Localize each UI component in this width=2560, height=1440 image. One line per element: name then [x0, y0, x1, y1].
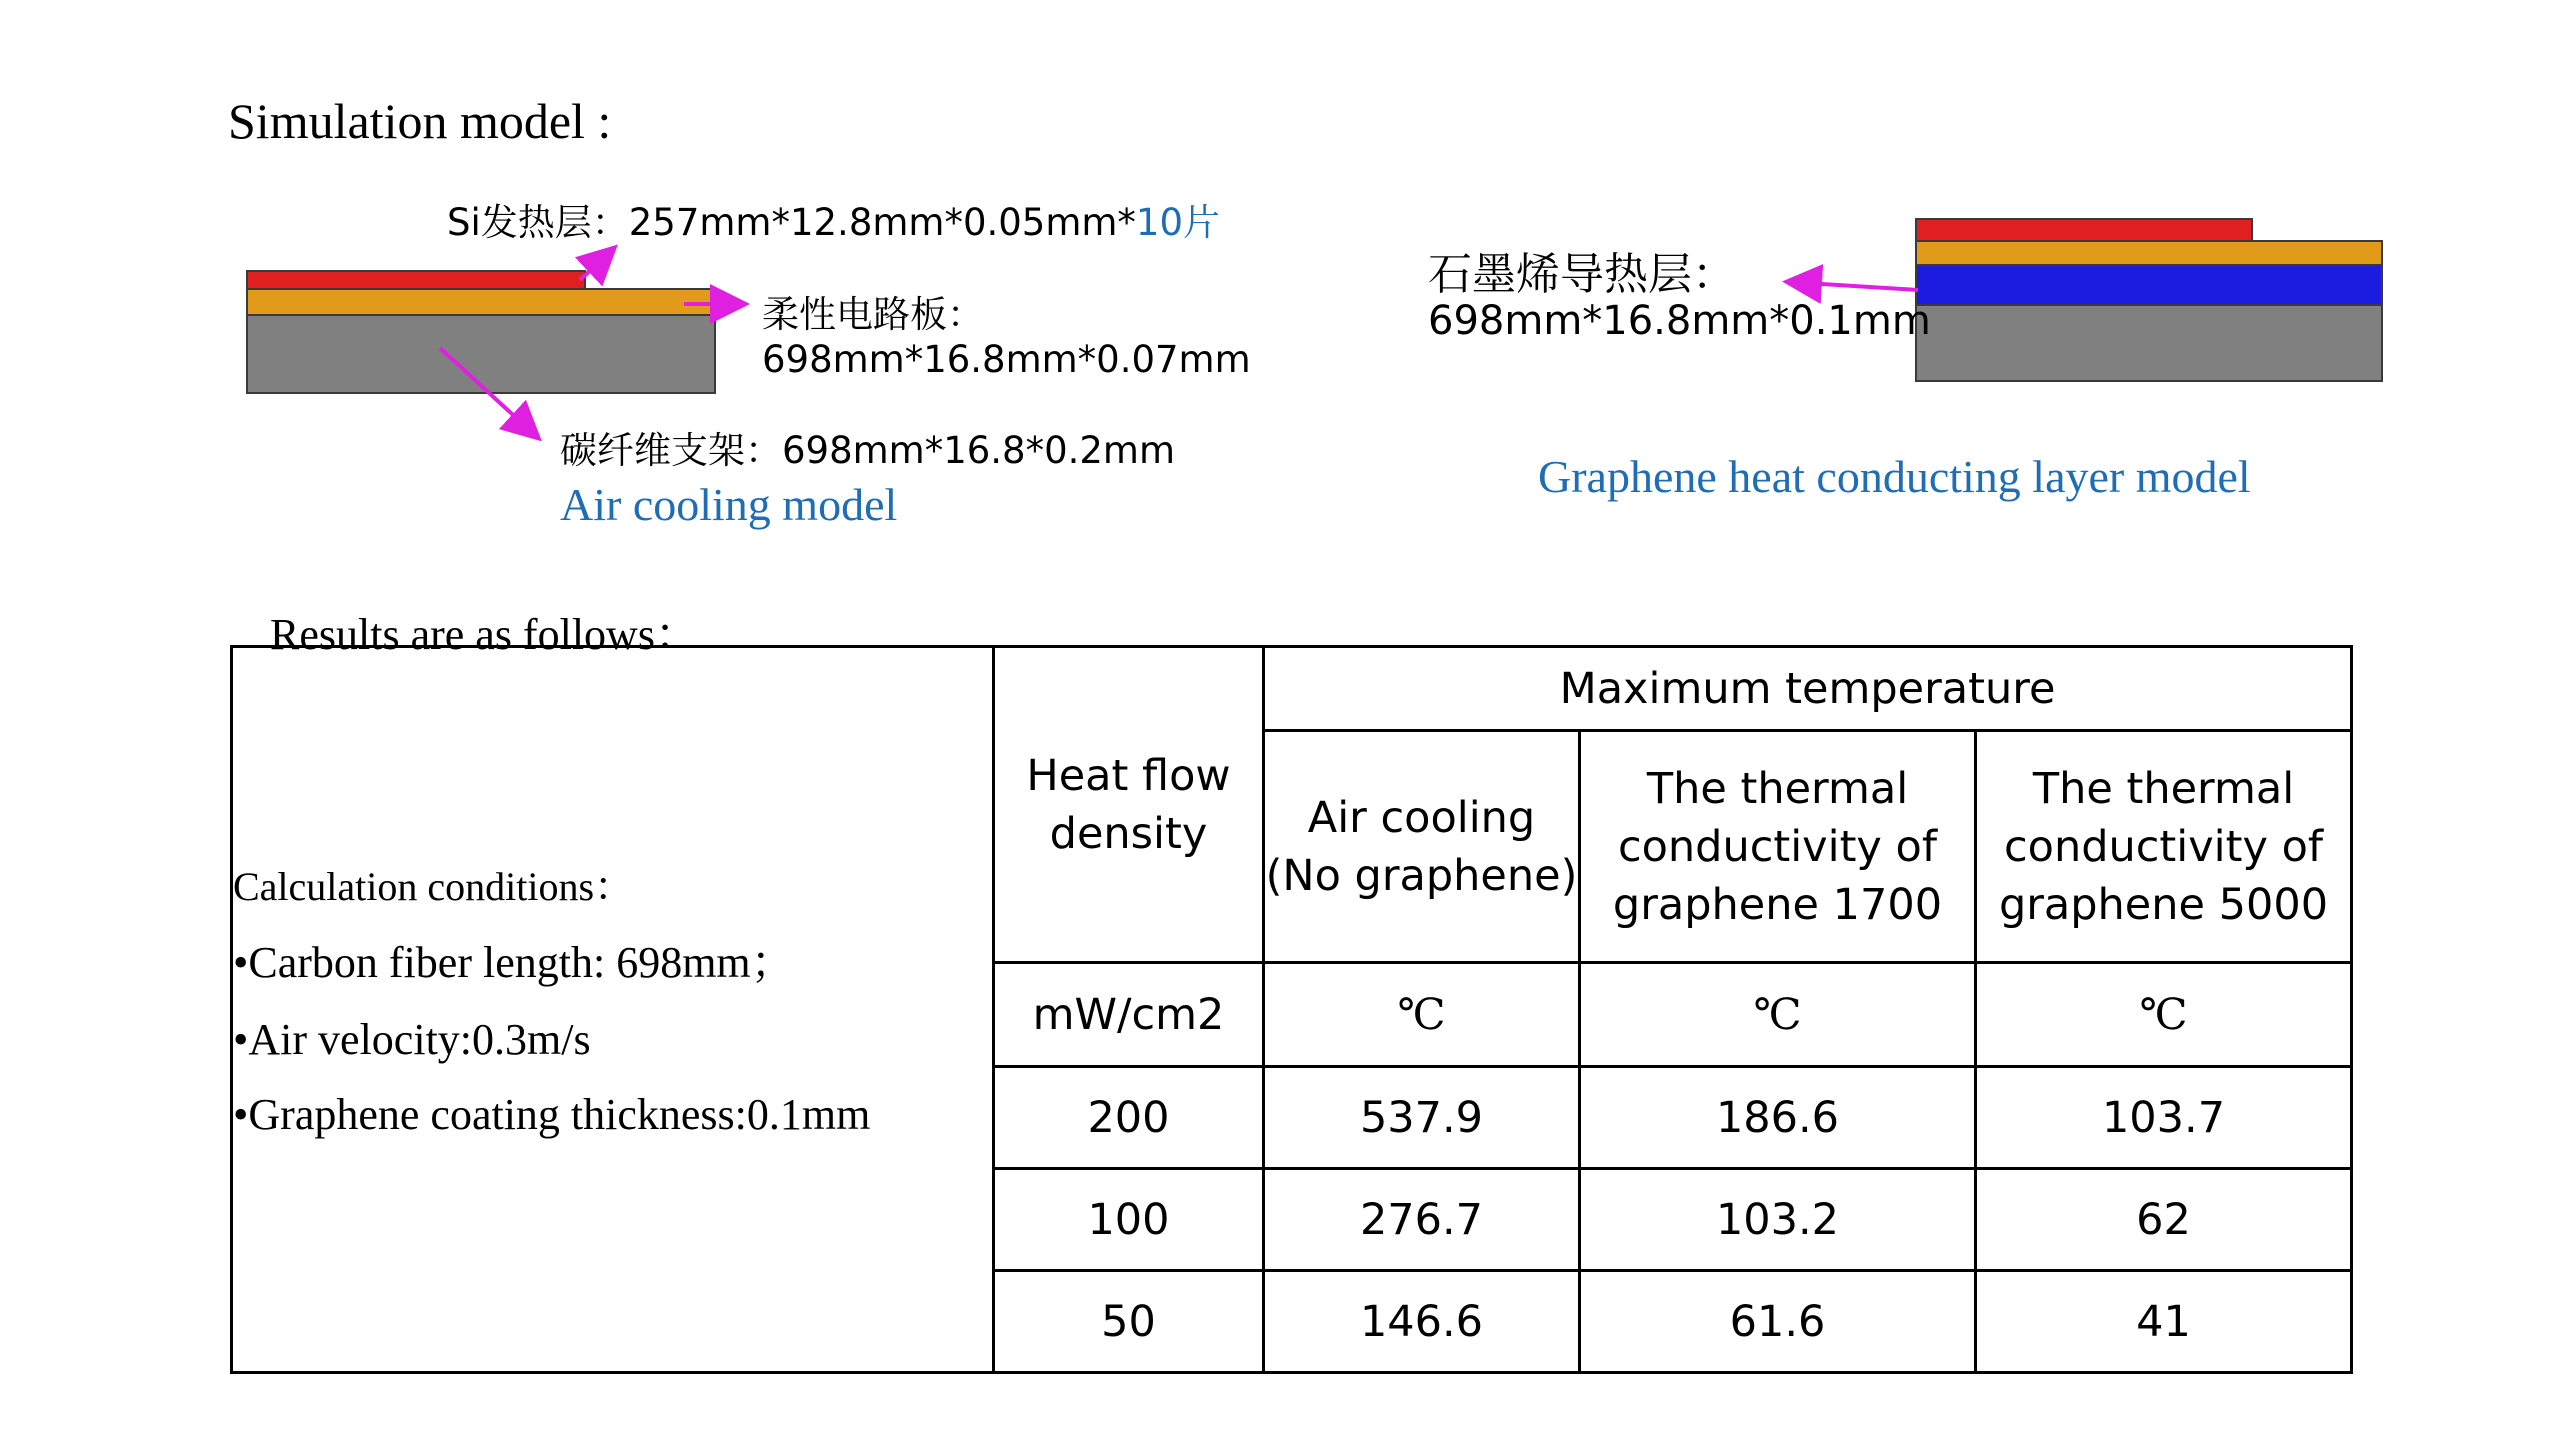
- col-header-air-cooling: Air cooling (No graphene): [1264, 731, 1580, 963]
- calculation-conditions-cell: [232, 647, 994, 1373]
- col-header-max-temp: Maximum temperature: [1264, 647, 2352, 731]
- conditions-title: Calculation conditions：: [233, 864, 635, 909]
- condition-carbon-fiber: •Carbon fiber length: 698mm；: [233, 938, 795, 987]
- cell-air-cooling: 537.9: [1264, 1067, 1580, 1169]
- cell-graphene-5000: 41: [1976, 1271, 2352, 1373]
- graphene-layer: [1915, 264, 2383, 306]
- air-cooling-caption: Air cooling model: [560, 479, 898, 530]
- pcb-label-line2: 698mm*16.8mm*0.07mm: [762, 338, 1251, 381]
- arrow-to-graphene-label: [1790, 282, 1918, 290]
- unit-graphene-5000: ℃: [1976, 963, 2352, 1067]
- cell-graphene-1700: 61.6: [1580, 1271, 1976, 1373]
- cell-heat-flow: 200: [994, 1067, 1264, 1169]
- carbon-fiber-label: 碳纤维支架：698mm*16.8*0.2mm: [560, 429, 1176, 472]
- cell-air-cooling: 146.6: [1264, 1271, 1580, 1373]
- unit-graphene-1700: ℃: [1580, 963, 1976, 1067]
- pcb-layer: [246, 288, 716, 316]
- results-intro: Results are as follows：: [270, 610, 699, 659]
- col-header-graphene-5000: The thermal conductivity of graphene 5000: [1976, 731, 2352, 963]
- cell-heat-flow: 50: [994, 1271, 1264, 1373]
- graphene-carbon-layer: [1915, 304, 2383, 382]
- col-header-graphene-1700: The thermal conductivity of graphene 1700: [1580, 731, 1976, 963]
- si-layer: [246, 270, 586, 290]
- pcb-label-line1: 柔性电路板：: [762, 293, 984, 336]
- cell-air-cooling: 276.7: [1264, 1169, 1580, 1271]
- table-header-row-1: [232, 647, 2352, 731]
- cell-graphene-5000: 62: [1976, 1169, 2352, 1271]
- cell-graphene-1700: 186.6: [1580, 1067, 1976, 1169]
- unit-air-cooling: ℃: [1264, 963, 1580, 1067]
- cell-graphene-5000: 103.7: [1976, 1067, 2352, 1169]
- cell-heat-flow: 100: [994, 1169, 1264, 1271]
- col-header-heat-flow: Heat flow density: [994, 647, 1264, 963]
- graphene-si-layer: [1915, 218, 2253, 242]
- si-layer-label-count: 10片: [1135, 201, 1221, 244]
- graphene-label-line2: 698mm*16.8mm*0.1mm: [1428, 298, 1931, 344]
- si-layer-label-dims: Si发热层：257mm*12.8mm*0.05mm*: [447, 201, 1136, 244]
- condition-graphene-thickness: •Graphene coating thickness:0.1mm: [233, 1090, 871, 1139]
- results-table: [230, 645, 2353, 1374]
- carbon-fiber-layer: [246, 314, 716, 394]
- cell-graphene-1700: 103.2: [1580, 1169, 1976, 1271]
- graphene-caption: Graphene heat conducting layer model: [1538, 451, 2251, 502]
- unit-heat-flow: mW/cm2: [994, 963, 1264, 1067]
- graphene-label-line1: 石墨烯导热层：: [1428, 250, 1736, 299]
- page-title: Simulation model :: [228, 93, 612, 149]
- condition-air-velocity: •Air velocity:0.3m/s: [233, 1015, 591, 1064]
- si-layer-label: [447, 192, 1220, 246]
- graphene-pcb-layer: [1915, 240, 2383, 266]
